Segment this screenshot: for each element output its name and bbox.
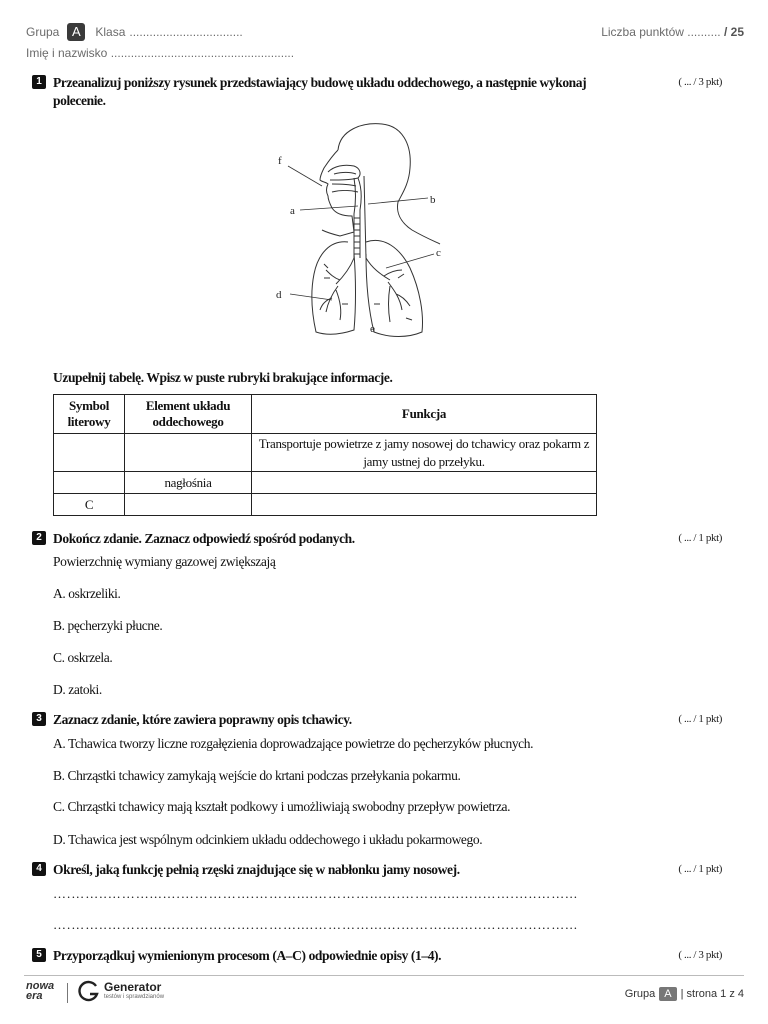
table-header: Symbol literowy	[54, 395, 125, 434]
question-text: Określ, jaką funkcję pełnią rzęski znajdujące się w nabłonku jamy nosowej.	[53, 862, 460, 877]
table-cell: C	[54, 494, 125, 516]
question-text: Przyporządkuj wymienionym procesom (A–C) odpowiednie opisy (1–4).	[53, 948, 442, 963]
name-field: .......................................................	[110, 46, 295, 60]
figure-label-f: f	[278, 155, 282, 167]
question-number: 2	[32, 531, 46, 545]
nowa-era-logo: nowa era	[26, 980, 55, 1002]
table-row	[54, 472, 597, 494]
question-points: ( ... / 1 pkt)	[678, 713, 722, 725]
table-header-row	[54, 395, 597, 434]
question-number: 4	[32, 862, 46, 876]
table-instruction: Uzupełnij tabelę. Wpisz w puste rubryki brakujące informacje.	[53, 370, 393, 385]
table-row	[54, 494, 597, 516]
question-number: 1	[32, 75, 46, 89]
generator-logo-subtext: testów i sprawdzianów	[104, 994, 165, 1000]
question-points: ( ... / 3 pkt)	[678, 76, 722, 88]
class-label: Klasa	[95, 25, 126, 39]
question-points: ( ... / 3 pkt)	[678, 949, 722, 961]
answer-option-c[interactable]: C. Chrząstki tchawicy mają kształt podkowy i umożliwiają swobodny przepływ powietrza.	[53, 799, 511, 814]
figure-label-d: d	[276, 289, 282, 301]
question-points: ( ... / 1 pkt)	[678, 863, 722, 875]
page-indicator	[625, 987, 744, 1001]
table-cell: Transportuje powietrze z jamy nosowej do tchawicy oraz pokarm z jamy ustnej do przełyku.	[252, 434, 597, 472]
question-text: Przeanalizuj poniższy rysunek przedstawiający budowę układu oddechowego, a następnie wykonaj polecenie.	[53, 75, 587, 108]
name-label: Imię i nazwisko	[26, 46, 108, 60]
figure-label-c: c	[436, 247, 441, 259]
table-header: Element układu oddechowego	[125, 395, 252, 434]
answer-table	[53, 394, 597, 516]
footer-group-badge: A	[659, 987, 676, 1001]
answer-option-a[interactable]: A. Tchawica tworzy liczne rozgałęzienia doprowadzające powietrze do pęcherzyków płucnych.	[53, 736, 534, 751]
table-row	[54, 434, 597, 472]
header-row	[26, 23, 744, 41]
group-badge: A	[67, 23, 85, 41]
table-cell-input[interactable]	[54, 472, 125, 494]
question-stem: Powierzchnię wymiany gazowej zwiększają	[53, 554, 276, 569]
answer-option-d[interactable]: D. Tchawica jest wspólnym odcinkiem układu oddechowego i układu pokarmowego.	[53, 832, 483, 847]
class-field: ..................................	[129, 25, 243, 39]
footer-group-label: Grupa	[624, 988, 656, 1000]
question-number: 5	[32, 948, 46, 962]
table-cell-input[interactable]	[125, 494, 252, 516]
figure-label-b: b	[430, 194, 436, 206]
figure-label-e: e	[370, 323, 375, 335]
answer-option-a[interactable]: A. oskrzeliki.	[53, 586, 121, 601]
footer-divider	[24, 975, 744, 976]
question-points: ( ... / 1 pkt)	[678, 532, 722, 544]
question-text: Zaznacz zdanie, które zawiera poprawny opis tchawicy.	[53, 712, 352, 727]
answer-line[interactable]: ….……..………...….…………….………....…………...….………....…..…….…..……...	[53, 886, 578, 901]
answer-option-b[interactable]: B. Chrząstki tchawicy zamykają wejście do krtani podczas przełykania pokarmu.	[53, 768, 461, 783]
respiratory-system-figure	[270, 118, 450, 348]
question-text: Dokończ zdanie. Zaznacz odpowiedź spośród podanych.	[53, 531, 355, 546]
table-cell-input[interactable]	[252, 472, 597, 494]
answer-option-d[interactable]: D. zatoki.	[53, 682, 102, 697]
table-cell-input[interactable]	[125, 434, 252, 472]
figure-label-a: a	[290, 205, 295, 217]
generator-g-icon	[78, 980, 100, 1002]
table-cell-input[interactable]	[54, 434, 125, 472]
points-label: Liczba punktów .......... / 25	[601, 25, 744, 39]
points-total: 25	[730, 25, 744, 39]
group-label: Grupa	[26, 25, 60, 39]
table-cell-input[interactable]	[252, 494, 597, 516]
answer-line[interactable]: ….……..………...….…………….………....…………...….………....…..…….…..……...	[53, 917, 578, 932]
table-cell: nagłośnia	[125, 472, 252, 494]
table-header: Funkcja	[252, 395, 597, 434]
answer-option-b[interactable]: B. pęcherzyki płucne.	[53, 618, 163, 633]
name-row	[26, 46, 744, 60]
answer-option-c[interactable]: C. oskrzela.	[53, 650, 113, 665]
logo-divider	[67, 983, 68, 1003]
question-number: 3	[32, 712, 46, 726]
generator-logo-text: Generator	[104, 980, 162, 994]
footer-page-text: | strona 1 z 4	[680, 988, 744, 1000]
